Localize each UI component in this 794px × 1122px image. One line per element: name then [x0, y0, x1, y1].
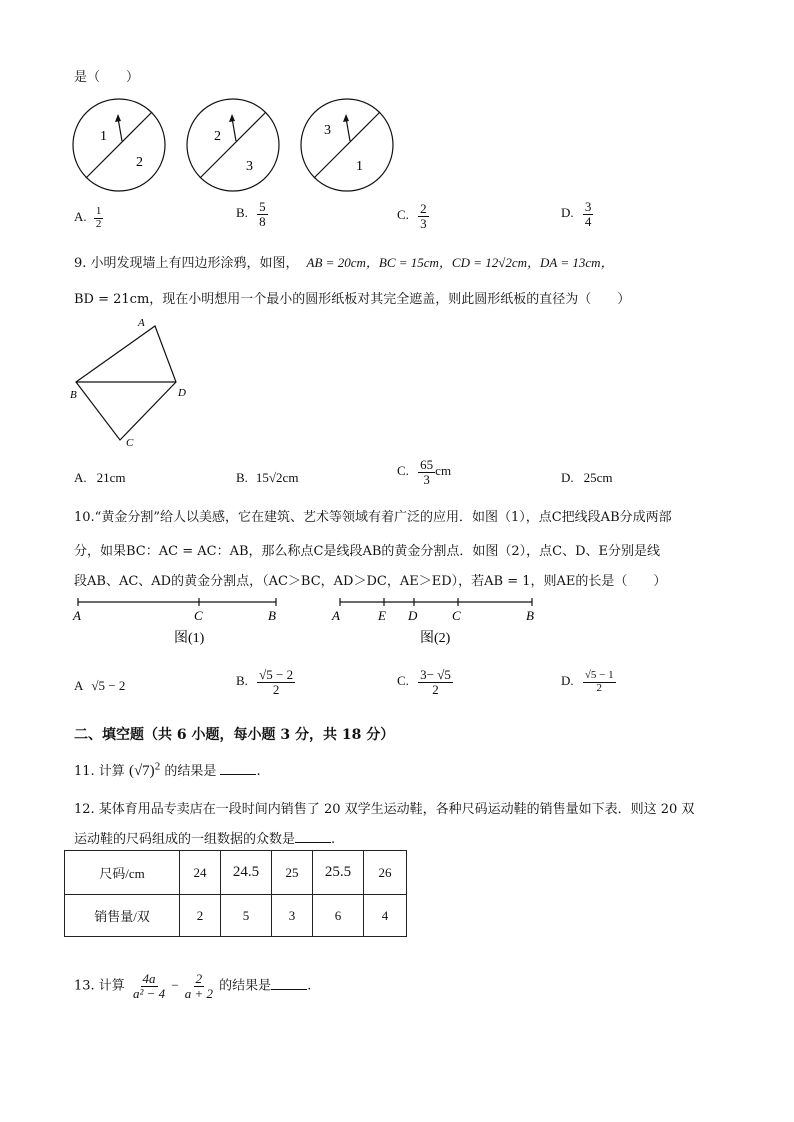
- table-row: [65, 895, 407, 937]
- fig2-label-a: A: [332, 608, 340, 623]
- q10-line1: 10.“黄金分割”给人以美感，它在建筑、艺术等领域有着广泛的应用．如图（1），点C把线段AB分成两部: [74, 510, 672, 525]
- q13: 13. 计算 $\frac{4a}{\text{a² − 4}}$ − $\frac{2}{a + 2}$ 的结果是 .: [74, 971, 312, 1001]
- q10-line2: 分，如果BC：AC = AC：AB，那么称点C是线段AB的黄金分割点．如图（2），点C、D、E分别是线: [74, 544, 661, 559]
- table-header: 尺码/cm: [65, 851, 180, 895]
- wheel2-bottom: 3: [246, 159, 253, 174]
- q8-option-d[interactable]: D. $\frac{3}{4}$: [561, 199, 592, 229]
- q9-option-a[interactable]: A. 21cm: [74, 470, 126, 485]
- golden-section-figures: [70, 594, 550, 650]
- spinner-figure: [70, 98, 420, 198]
- q10-option-d[interactable]: D. $\frac{√5 - 1}{2}$: [561, 669, 614, 694]
- table-cell: 26: [364, 851, 407, 895]
- q8-stem: 是（ ）: [74, 70, 140, 85]
- table-cell: 4: [364, 895, 407, 937]
- q12-line1: 12. 某体育用品专卖店在一段时间内销售了 20 双学生运动鞋，各种尺码运动鞋的销售量如下表．则这 20 双: [74, 802, 695, 817]
- wheel1-top: 1: [100, 129, 107, 144]
- q13-answer-blank[interactable]: [271, 977, 307, 990]
- q9-line2: BD = 21cm，现在小明想用一个最小的圆形纸板对其完全遮盖，则此圆形纸板的直径为（ ）: [74, 292, 631, 307]
- table-cell: 24: [180, 851, 221, 895]
- q8-option-c[interactable]: C. $\frac{2}{3}$: [397, 201, 427, 231]
- table-cell: 2: [180, 895, 221, 937]
- spinner-wheel-3: [301, 99, 393, 191]
- q10-option-b[interactable]: B. $\frac{√5 - 2}{2}$: [236, 667, 294, 697]
- fig2-label-b: B: [526, 608, 534, 623]
- table-header: 销售量/双: [65, 895, 180, 937]
- fig1-label-b: B: [268, 608, 276, 623]
- q11: 11. 计算 $(√7)^2$ 的结果是 .: [74, 760, 261, 779]
- table-cell: 3: [272, 895, 313, 937]
- fig1-label-a: A: [73, 608, 81, 623]
- q10-option-a[interactable]: A √5 − 2: [74, 678, 126, 693]
- q12-line2: 运动鞋的尺码组成的一组数据的众数是 .: [74, 832, 336, 847]
- q8-option-b[interactable]: B. $\frac{5}{8}$: [236, 199, 266, 229]
- wheel1-bottom: 2: [136, 155, 143, 170]
- wheel3-bottom: 1: [356, 159, 363, 174]
- table-row: [65, 851, 407, 895]
- wheel3-top: 3: [324, 123, 331, 138]
- figure-1-segment: [78, 598, 276, 606]
- fig2-label-e: E: [378, 608, 386, 623]
- table-cell: 25.5: [313, 851, 364, 895]
- q8-option-a[interactable]: A. $\frac{1}{2}$: [74, 205, 102, 230]
- spinner-wheel-2: [187, 99, 279, 191]
- table-cell: 5: [221, 895, 272, 937]
- label-a: A: [138, 317, 145, 329]
- wheel2-top: 2: [214, 129, 221, 144]
- q9-line1: 9. 小明发现墙上有四边形涂鸦，如图， AB = 20cm，BC = 15cm，CD = 12√2cm，DA = 13cm，: [74, 255, 614, 271]
- q10-option-c[interactable]: C. $\frac{3- √5}{2}$: [397, 667, 451, 697]
- label-b: B: [70, 389, 77, 401]
- fig2-label-d: D: [408, 608, 418, 623]
- section-heading: 二、填空题（共 6 小题，每小题 3 分，共 18 分）: [74, 727, 395, 743]
- fig1-label-c: C: [194, 608, 203, 623]
- figure-2-segment: [340, 598, 532, 606]
- q9-option-d[interactable]: D. 25cm: [561, 470, 613, 485]
- label-c: C: [126, 437, 134, 449]
- fig1-caption: 图(1): [174, 631, 205, 646]
- q11-answer-blank[interactable]: [220, 762, 256, 775]
- shoe-size-table: [64, 850, 407, 937]
- fig2-label-c: C: [452, 608, 461, 623]
- table-cell: 24.5: [221, 851, 272, 895]
- q12-answer-blank[interactable]: [295, 830, 331, 843]
- q9-option-c[interactable]: C. $\frac{65}{3}$ cm: [397, 457, 452, 487]
- table-cell: 25: [272, 851, 313, 895]
- label-d: D: [178, 387, 186, 399]
- q10-line3: 段AB、AC、AD的黄金分割点，（AC＞BC，AD＞DC，AE＞ED），若AB = 1，则AE的长是（ ）: [74, 574, 667, 589]
- spinner-wheel-1: [73, 99, 165, 191]
- q9-option-b[interactable]: B. 15√2cm: [236, 470, 299, 485]
- quadrilateral-figure: [66, 316, 196, 451]
- table-cell: 6: [313, 895, 364, 937]
- fig2-caption: 图(2): [420, 631, 451, 646]
